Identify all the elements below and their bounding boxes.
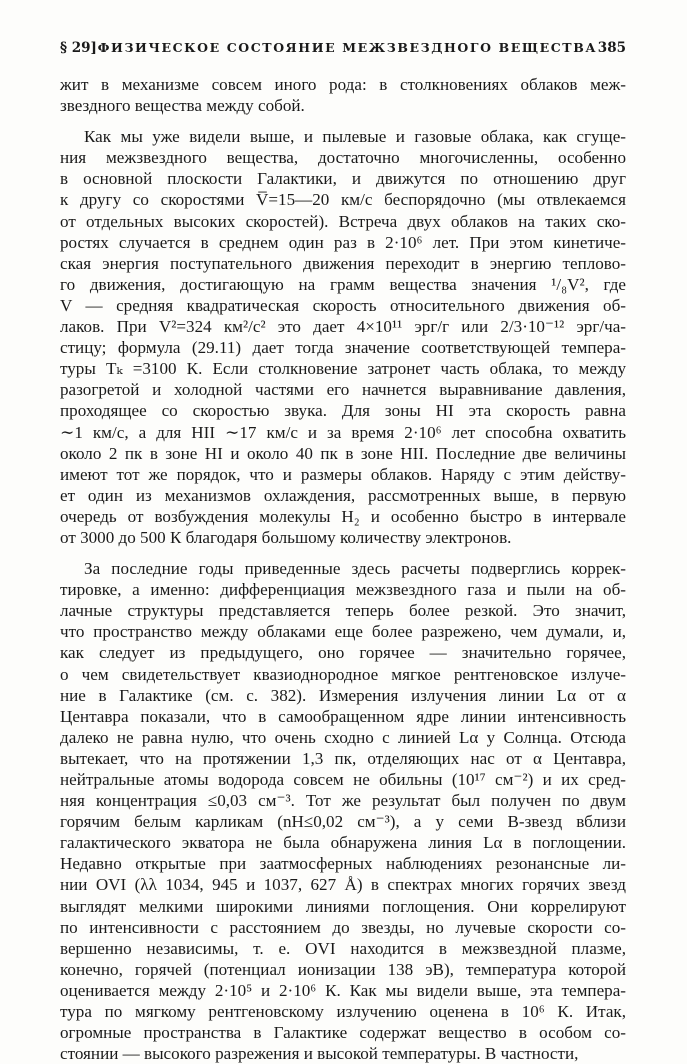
text-line: лачные структуры представляется теперь более резкой. Это значит, [60, 601, 626, 621]
body-text [60, 74, 626, 1064]
text-line: очередь от возбуждения молекулы H₂ и особенно быстро в интервале [60, 506, 626, 526]
text-line: о чем свидетельствует квазиоднородное мягкое рентгеновское излуче- [60, 664, 626, 684]
text-line: няя концентрация ≤0,03 см⁻³. Тот же результат был получен по двум [60, 791, 626, 811]
text-line: стицу; формула (29.11) дает тогда значение соответствующей темпера- [60, 338, 626, 358]
paragraph [60, 126, 626, 548]
text-line: конечно, горячей (потенциал ионизации 138 эВ), температура которой [60, 959, 626, 979]
paragraph [60, 74, 626, 116]
text-line: вытекает, что на протяжении 1,3 пк, отделяющих нас от α Центавра, [60, 748, 626, 768]
text-line: го движения, достигающую на грамм вещества значения ¹/₈V², где [60, 274, 626, 294]
text-line: как следует из предыдущего, оно горячее — значительно горячее, [60, 643, 626, 663]
book-page [60, 40, 626, 1064]
text-line: вершенно независимы, т. е. OVI находится в межзвездной плазме, [60, 938, 626, 958]
text-line: от отдельных высоких скоростей). Встреча двух облаков на таких ско- [60, 211, 626, 231]
text-line: имеют тот же порядок, что и размеры облаков. Наряду с этим действу- [60, 464, 626, 484]
text-line: что пространство между облаками еще более разрежено, чем думали, и, [60, 622, 626, 642]
text-line: лаков. При V²=324 км²/с² это дает 4×10¹¹ эрг/г или 2/3·10⁻¹² эрг/ча- [60, 317, 626, 337]
text-line: далеко не равна нулю, что очень сходно с линией Lα у Солнца. Отсюда [60, 727, 626, 747]
text-line: Как мы уже видели выше, и пылевые и газовые облака, как сгуще- [84, 127, 626, 147]
paragraph [60, 558, 626, 1064]
text-line: ростях случается в среднем один раз в 2·10⁶ лет. При этом кинетиче- [60, 232, 626, 252]
text-line: огромные пространства в Галактике содержат вещество в особом со- [60, 1023, 626, 1043]
text-line: тировке, а именно: дифференциация межзвездного газа и пыли на об- [60, 580, 626, 600]
text-line: ская энергия поступательного движения переходит в энергию теплово- [60, 253, 626, 273]
text-line: Центавра показали, что в самообращенном ядре линии интенсивность [60, 706, 626, 726]
text-line: тура по мягкому рентгеновскому излучению оценена в 10⁶ К. Итак, [60, 1002, 626, 1022]
text-line: к другу со скоростями V̅=15—20 км/с беспорядочно (мы отвлекаемся [60, 190, 626, 210]
text-line: ∼1 км/с, а для HII ∼17 км/с и за время 2·10⁶ лет способна охватить [60, 422, 626, 442]
text-line: нии OVI (λλ 1034, 945 и 1037, 627 Å) в спектрах многих горячих звезд [60, 875, 626, 895]
text-line: выглядят мелкими широкими линиями поглощения. Они коррелируют [60, 896, 626, 916]
text-line: около 2 пк в зоне HI и около 40 пк в зоне HII. Последние две величины [60, 443, 626, 463]
text-line: в основной плоскости Галактики, и движутся по отношению друг [60, 169, 626, 189]
chapter-title: ФИЗИЧЕСКОЕ СОСТОЯНИЕ МЕЖЗВЕЗДНОГО ВЕЩЕСТВА [97, 40, 598, 55]
text-line: по интенсивности с расстоянием до звезды, но лучевые скорости со- [60, 917, 626, 937]
text-line: жит в механизме совсем иного рода: в столкновениях облаков меж- [60, 75, 626, 94]
text-line: стоянии — высокого разрежения и высокой температуры. В частности, [60, 1044, 579, 1064]
text-line: оценивается между 2·10⁵ и 2·10⁶ К. Как мы видели выше, эта темпера- [60, 980, 626, 1000]
page-number: 385 [597, 40, 626, 56]
text-line: галактического экватора не была обнаружена линия Lα в поглощении. [60, 833, 626, 853]
text-line: от 3000 до 500 К благодаря большому количеству электронов. [60, 527, 512, 547]
text-line: горячим белым карликам (nH≤0,02 см⁻³), а у семи В-звезд вблизи [60, 812, 626, 832]
text-line: туры Tₖ =3100 К. Если столкновение затронет часть облака, то между [60, 359, 626, 379]
section-number: § 29] [60, 40, 97, 56]
text-line: ния межзвездного вещества, достаточно многочисленны, особенно [60, 148, 626, 168]
text-line: V — средняя квадратическая скорость относительного движения об- [60, 295, 626, 315]
text-line: ет один из механизмов охлаждения, рассмотренных выше, в первую [60, 485, 626, 505]
text-line: ние в Галактике (см. с. 382). Измерения излучения линии Lα от α [60, 685, 626, 705]
text-line: нейтральные атомы водорода совсем не обильны (10¹⁷ см⁻²) и их сред- [60, 770, 626, 789]
text-line: звездного вещества между собой. [60, 96, 305, 116]
running-head [60, 40, 626, 62]
text-line: проходящее со скоростью звука. Для зоны HI эта скорость равна [60, 401, 626, 421]
text-line: разогретой и холодной частями его начнется выравнивание давления, [60, 380, 626, 400]
text-line: Недавно открытые при заатмосферных наблюдениях резонансные ли- [60, 854, 626, 874]
text-line: За последние годы приведенные здесь расчеты подверглись коррек- [84, 559, 626, 579]
